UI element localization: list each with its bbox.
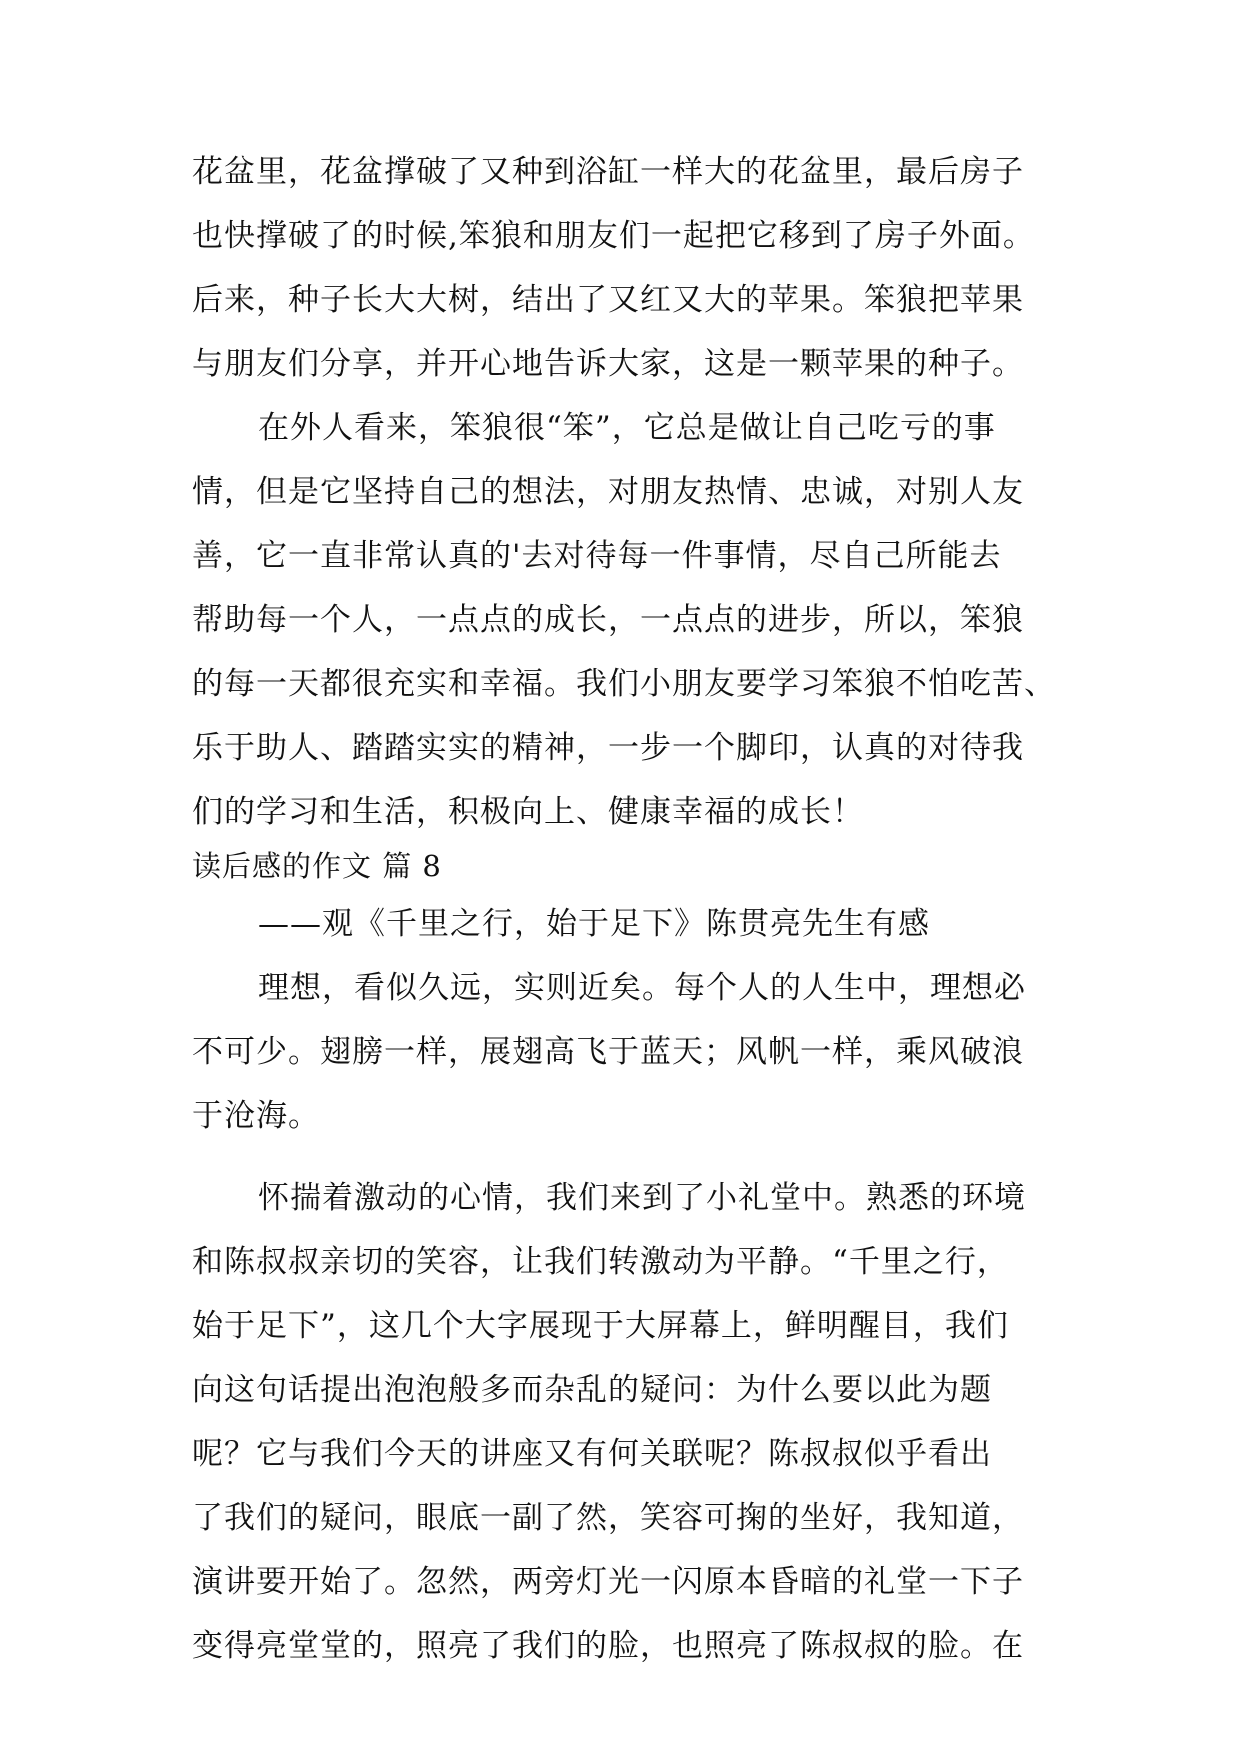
subtitle-line: ——观《千里之行，始于足下》陈贯亮先生有感 (258, 906, 930, 942)
paragraph-line: 理想，看似久远，实则近矣。每个人的人生中，理想必 (258, 970, 1026, 1006)
paragraph-line: 向这句话提出泡泡般多而杂乱的疑问：为什么要以此为题 (192, 1372, 992, 1408)
paragraph-line: 善，它一直非常认真的'去对待每一件事情，尽自己所能去 (192, 538, 1002, 574)
paragraph-line: 演讲要开始了。忽然，两旁灯光一闪原本昏暗的礼堂一下子 (192, 1564, 1024, 1600)
paragraph-line: 们的学习和生活，积极向上、健康幸福的成长！ (192, 794, 864, 830)
paragraph-line: 变得亮堂堂的，照亮了我们的脸，也照亮了陈叔叔的脸。在 (192, 1628, 1024, 1664)
paragraph-line: 的每一天都很充实和幸福。我们小朋友要学习笨狼不怕吃苦、 (192, 666, 1056, 702)
paragraph-line: 怀揣着激动的心情，我们来到了小礼堂中。熟悉的环境 (258, 1180, 1026, 1216)
paragraph-line: 呢？它与我们今天的讲座又有何关联呢？陈叔叔似乎看出 (192, 1436, 992, 1472)
paragraph-line: 与朋友们分享，并开心地告诉大家，这是一颗苹果的种子。 (192, 346, 1024, 382)
paragraph-line: 乐于助人、踏踏实实的精神，一步一个脚印，认真的对待我 (192, 730, 1024, 766)
paragraph-line: 始于足下”，这几个大字展现于大屏幕上，鲜明醒目，我们 (192, 1308, 1009, 1344)
paragraph-line: 帮助每一个人，一点点的成长，一点点的进步，所以，笨狼 (192, 602, 1024, 638)
paragraph-line: 和陈叔叔亲切的笑容，让我们转激动为平静。“千里之行， (192, 1244, 1009, 1280)
paragraph-line: 在外人看来，笨狼很“笨”，它总是做让自己吃亏的事 (258, 410, 996, 446)
paragraph-line: 后来，种子长大大树，结出了又红又大的苹果。笨狼把苹果 (192, 282, 1024, 318)
section-heading: 读后感的作文 篇 8 (192, 849, 442, 883)
paragraph-line: 情，但是它坚持自己的想法，对朋友热情、忠诚，对别人友 (192, 474, 1024, 510)
paragraph-line: 了我们的疑问，眼底一副了然，笑容可掬的坐好，我知道， (192, 1500, 1024, 1536)
paragraph-line: 花盆里，花盆撑破了又种到浴缸一样大的花盆里，最后房子 (192, 154, 1024, 190)
paragraph-line: 也快撑破了的时候,笨狼和朋友们一起把它移到了房子外面。 (192, 218, 1035, 254)
paragraph-line: 于沧海。 (192, 1098, 320, 1134)
paragraph-line: 不可少。翅膀一样，展翅高飞于蓝天；风帆一样，乘风破浪 (192, 1034, 1024, 1070)
